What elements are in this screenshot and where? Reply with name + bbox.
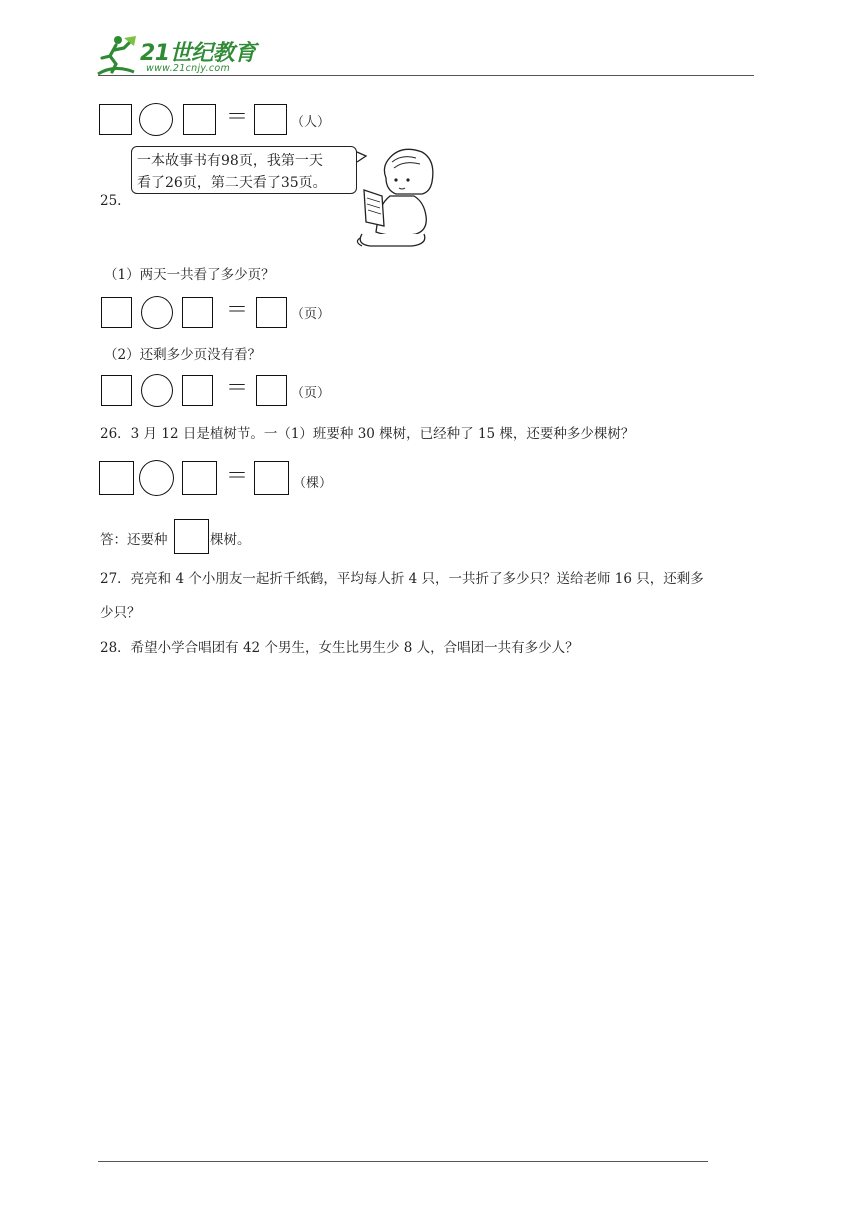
- unit-label: （页）: [291, 386, 331, 401]
- bubble-text-line: 看了26页，第二天看了35页。: [137, 175, 327, 191]
- answer-box[interactable]: [183, 104, 216, 135]
- result-box[interactable]: [254, 104, 287, 135]
- answer-box[interactable]: [99, 104, 132, 135]
- answer-suffix: 棵树。: [210, 532, 251, 548]
- operator-circle[interactable]: [141, 374, 173, 407]
- sub-question: （2）还剩多少页没有看？: [104, 347, 262, 363]
- question-text: 26．3 月 12 日是植树节。一（1）班要种 30 棵树，已经种了 15 棵，还要种多少棵树？: [100, 426, 635, 442]
- answer-prefix: 答：还要种: [100, 532, 168, 548]
- equals-sign: ＝: [226, 298, 249, 323]
- answer-box[interactable]: [182, 461, 217, 495]
- answer-box[interactable]: [101, 375, 132, 406]
- header-rule: [98, 75, 754, 76]
- equals-sign: ＝: [226, 105, 249, 130]
- equals-sign: ＝: [226, 376, 249, 401]
- boy-reading-illustration: [352, 146, 438, 250]
- question-text: 28．希望小学合唱团有 42 个男生，女生比男生少 8 人，合唱团一共有多少人？: [100, 640, 579, 656]
- operator-circle[interactable]: [139, 460, 174, 496]
- operator-circle[interactable]: [139, 103, 173, 136]
- logo-title: 21世纪教育: [140, 41, 256, 66]
- question-number: 25.: [100, 193, 122, 209]
- result-box[interactable]: [254, 461, 289, 495]
- answer-box[interactable]: [101, 297, 132, 328]
- sub-question: （1）两天一共看了多少页？: [104, 267, 275, 283]
- unit-label: （棵）: [293, 476, 333, 491]
- unit-label: （人）: [291, 115, 331, 130]
- unit-label: （页）: [291, 307, 331, 322]
- equals-sign: ＝: [226, 464, 249, 489]
- question-text: 27．亮亮和 4 个小朋友一起折千纸鹤，平均每人折 4 只，一共折了多少只？送给老师 16 只，还剩多: [100, 571, 704, 587]
- speech-bubble: [131, 146, 357, 194]
- answer-box[interactable]: [182, 375, 213, 406]
- running-figure-logo-icon: [94, 34, 140, 78]
- result-box[interactable]: [256, 375, 287, 406]
- answer-box[interactable]: [182, 297, 213, 328]
- site-logo: [94, 34, 264, 78]
- logo-url: www.21cnjy.com: [146, 63, 231, 74]
- operator-circle[interactable]: [141, 296, 173, 329]
- bubble-text-line: 一本故事书有98页，我第一天: [137, 153, 323, 169]
- footer-rule: [98, 1161, 708, 1162]
- answer-fill-box[interactable]: [174, 519, 209, 554]
- result-box[interactable]: [256, 297, 287, 328]
- answer-box[interactable]: [99, 461, 134, 495]
- question-text-continued: 少只？: [100, 605, 141, 621]
